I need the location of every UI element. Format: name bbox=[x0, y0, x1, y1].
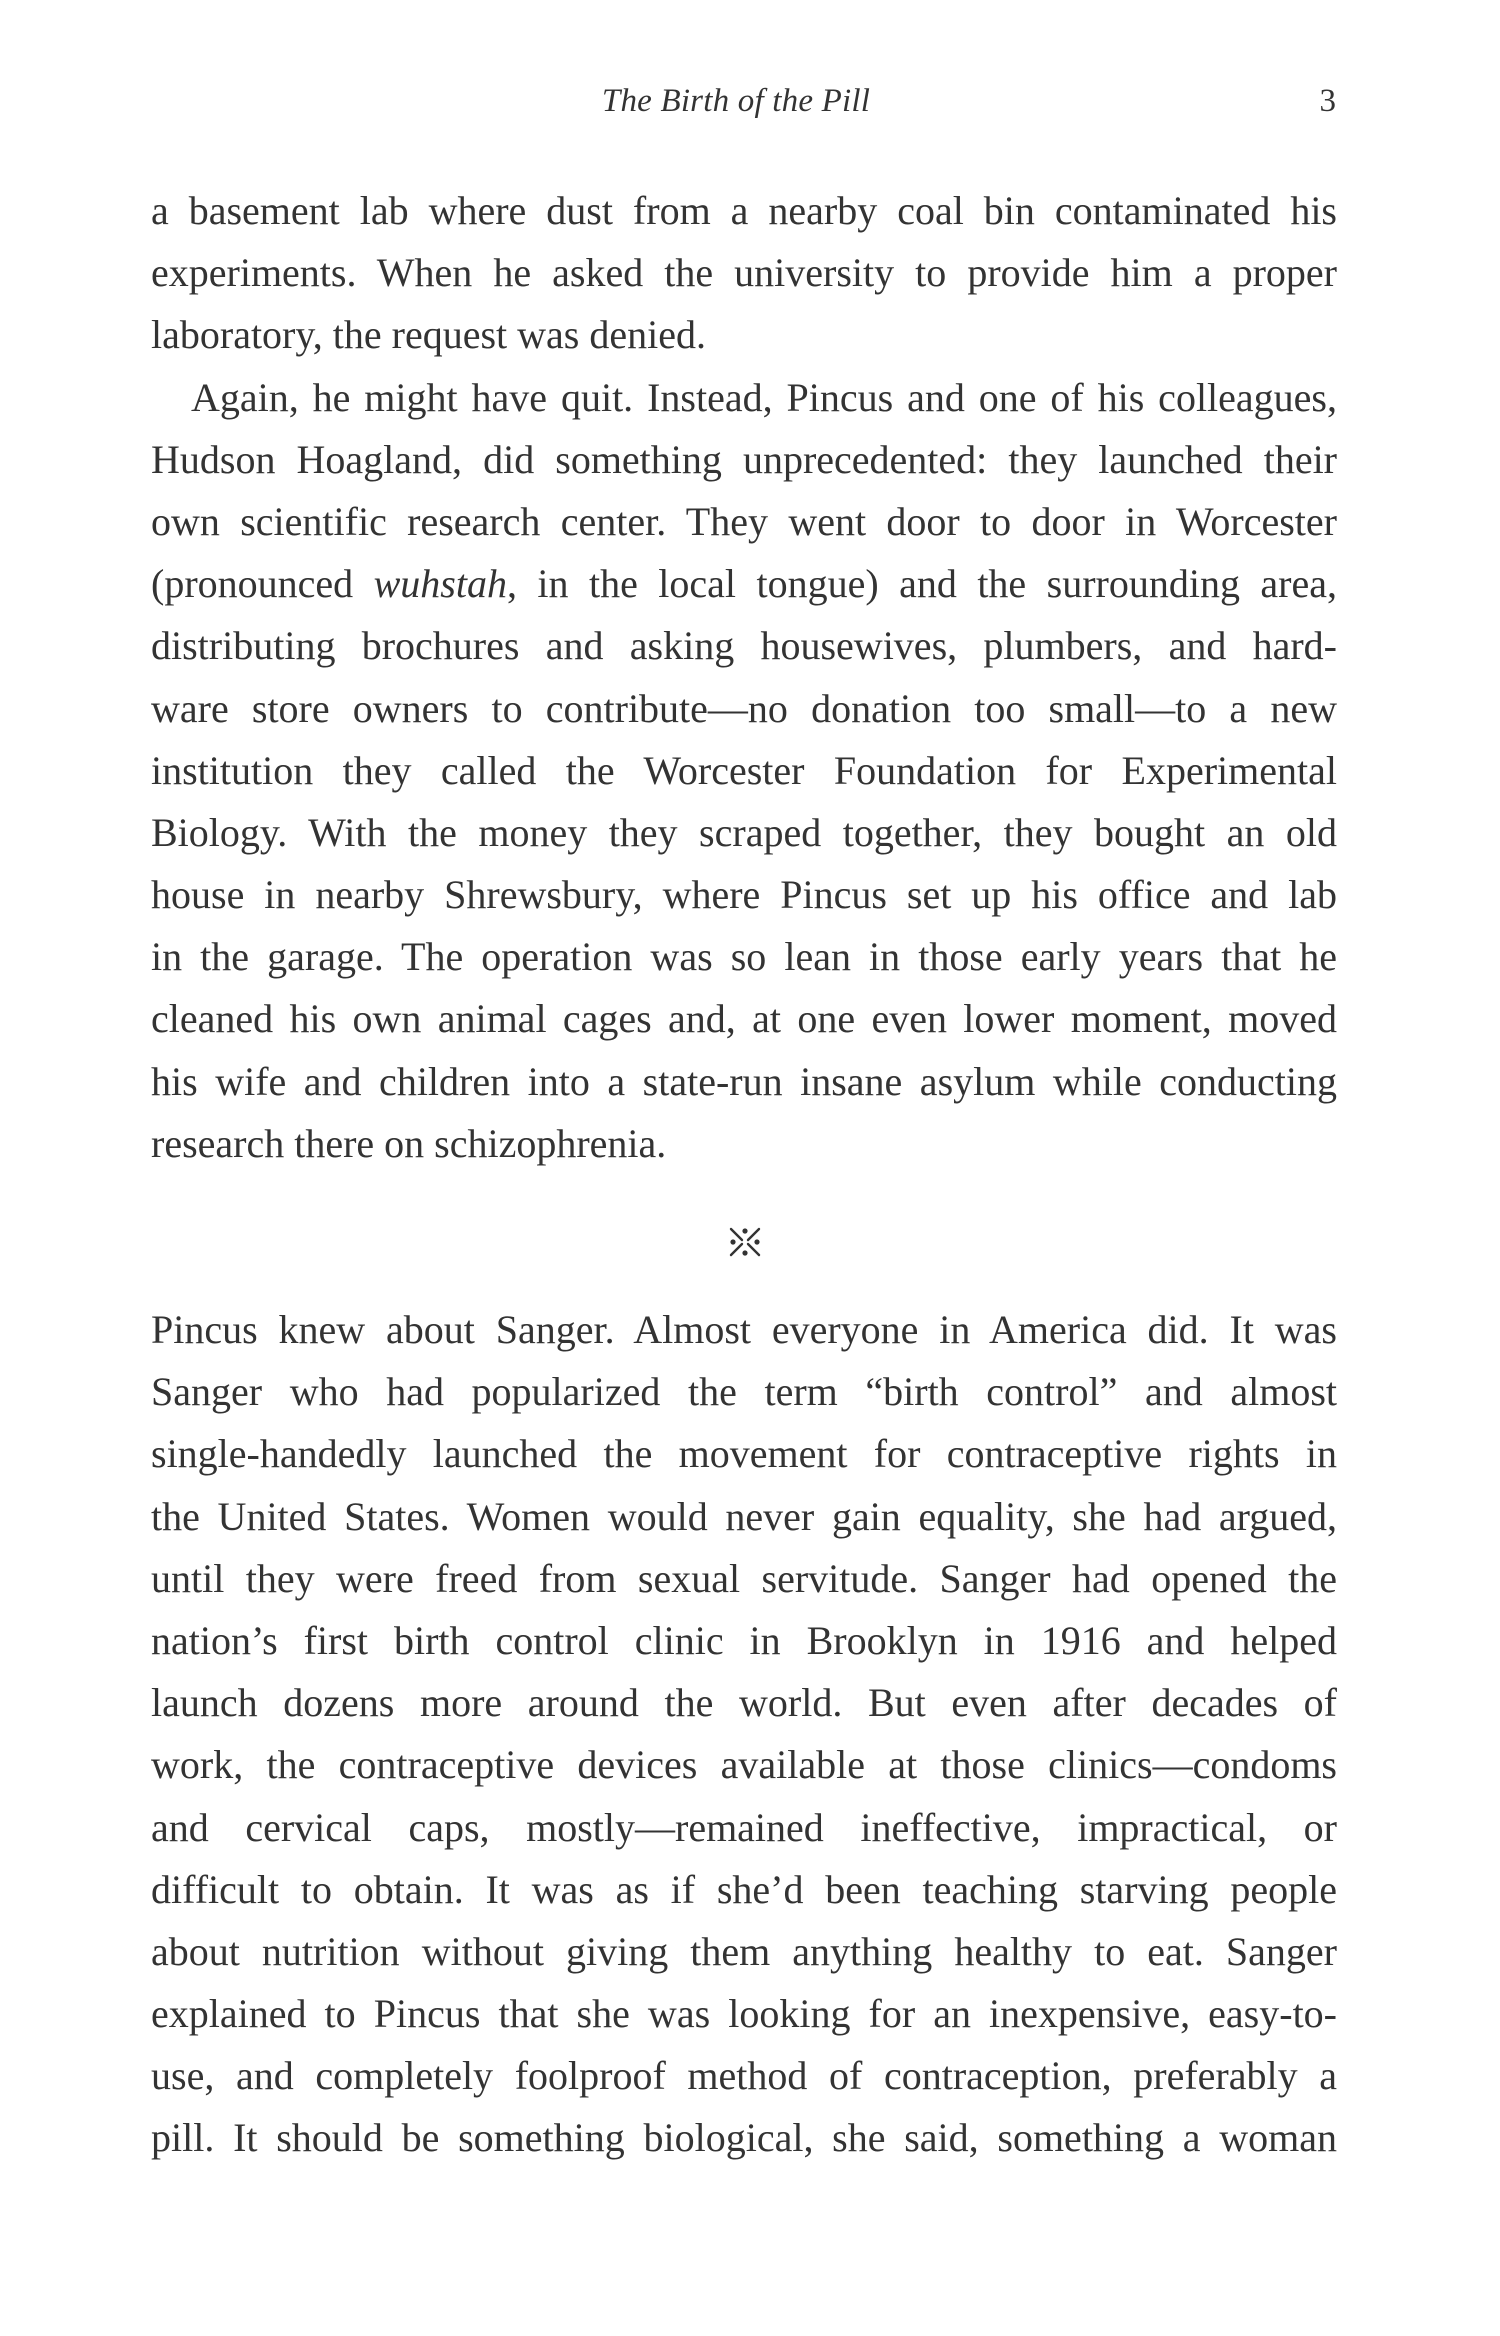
ornament-dot bbox=[754, 1239, 759, 1244]
text-line: use, and completely foolproof method of contraception, preferably a bbox=[151, 2053, 1337, 2099]
text-run: (pronounced bbox=[151, 561, 374, 607]
text-line: own scientific research center. They went door to door in Worcester bbox=[151, 498, 1337, 544]
text-line: launch dozens more around the world. But even after decades of bbox=[151, 1680, 1337, 1726]
text-line: the United States. Women would never gain equality, she had argued, bbox=[151, 1493, 1337, 1539]
text-line: explained to Pincus that she was looking for an inexpensive, easy-to- bbox=[151, 1991, 1337, 2037]
text-line: Sanger who had popularized the term “birth control” and almost bbox=[151, 1369, 1337, 1415]
paragraph-2 bbox=[151, 1299, 1337, 2170]
ornament-dot bbox=[730, 1239, 735, 1244]
ornament-stroke bbox=[748, 1244, 759, 1255]
paragraph-1 bbox=[151, 180, 1337, 1175]
italic-word: wuhstah bbox=[373, 561, 507, 607]
text-line: ware store owners to contribute—no donation too small—to a new bbox=[151, 685, 1337, 731]
text-line: distributing brochures and asking housewives, plumbers, and hard- bbox=[151, 623, 1337, 669]
running-head-title: The Birth of the Pill bbox=[601, 83, 871, 119]
text-line: and cervical caps, mostly—remained ineffective, impractical, or bbox=[151, 1804, 1337, 1850]
text-line: Again, he might have quit. Instead, Pincus and one of his colleagues, bbox=[191, 374, 1337, 420]
text-line: house in nearby Shrewsbury, where Pincus set up his office and lab bbox=[151, 872, 1337, 918]
text-line: laboratory, the request was denied. bbox=[151, 312, 706, 358]
text-line: institution they called the Worcester Foundation for Experimental bbox=[151, 747, 1337, 793]
text-line: cleaned his own animal cages and, at one even lower moment, moved bbox=[151, 996, 1337, 1042]
text-line: his wife and children into a state-run insane asylum while conducting bbox=[151, 1058, 1337, 1104]
text-run: , in the local tongue) and the surrounding area, bbox=[506, 561, 1337, 607]
ornament-dot bbox=[742, 1228, 747, 1233]
text-line: experiments. When he asked the university to provide him a proper bbox=[151, 250, 1337, 296]
text-line: research there on schizophrenia. bbox=[151, 1120, 667, 1166]
text-line: nation’s first birth control clinic in Brooklyn in 1916 and helped bbox=[151, 1617, 1337, 1663]
ornament-stroke bbox=[731, 1244, 742, 1255]
text-line: pill. It should be something biological, she said, something a woman bbox=[151, 2115, 1337, 2161]
text-line: work, the contraceptive devices available at those clinics—condoms bbox=[151, 1742, 1337, 1788]
ornament-stroke bbox=[731, 1229, 742, 1240]
page-number: 3 bbox=[1319, 83, 1336, 119]
ornament-stroke bbox=[748, 1229, 759, 1240]
text-line: about nutrition without giving them anything healthy to eat. Sanger bbox=[151, 1928, 1337, 1974]
text-line: a basement lab where dust from a nearby coal bin contaminated his bbox=[151, 188, 1337, 233]
text-line bbox=[151, 553, 1337, 615]
text-line: difficult to obtain. It was as if she’d been teaching starving people bbox=[151, 1866, 1337, 1912]
ornament-dot bbox=[742, 1250, 747, 1255]
text-line: Hudson Hoagland, did something unprecedented: they launched their bbox=[151, 436, 1337, 482]
text-line: until they were freed from sexual servitude. Sanger had opened the bbox=[151, 1555, 1337, 1601]
text-line: Pincus knew about Sanger. Almost everyone in America did. It was bbox=[151, 1307, 1337, 1352]
running-head bbox=[0, 76, 1500, 126]
section-break-ornament-icon bbox=[728, 1226, 762, 1258]
text-line: single-handedly launched the movement for contraceptive rights in bbox=[151, 1431, 1337, 1477]
text-line: in the garage. The operation was so lean in those early years that he bbox=[151, 934, 1337, 980]
text-line: Biology. With the money they scraped together, they bought an old bbox=[151, 809, 1337, 855]
